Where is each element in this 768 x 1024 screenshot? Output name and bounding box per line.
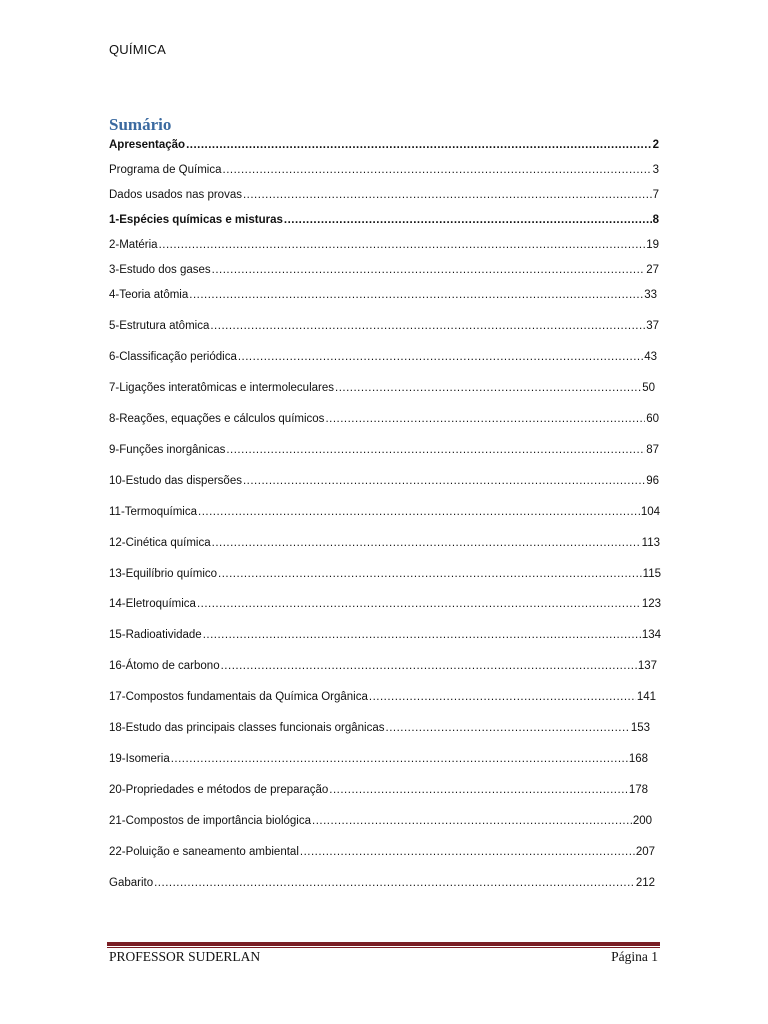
toc-entry-page: 141 xyxy=(636,691,656,703)
toc-leader-dots xyxy=(386,720,630,736)
toc-entry xyxy=(109,411,659,427)
toc-leader-dots xyxy=(212,262,646,278)
toc-entry xyxy=(109,212,659,228)
toc-title: Sumário xyxy=(109,115,172,134)
toc-entry xyxy=(109,287,657,303)
toc-entry-page: 168 xyxy=(628,753,648,765)
toc-entry xyxy=(109,751,648,767)
toc-entry xyxy=(109,318,659,334)
toc-entry-label: Gabarito xyxy=(109,877,154,889)
toc-entry-label: 22-Poluição e saneamento ambiental xyxy=(109,846,299,858)
toc-leader-dots xyxy=(243,187,652,203)
toc-entry xyxy=(109,380,655,396)
toc-entry xyxy=(109,689,656,705)
toc-leader-dots xyxy=(325,411,645,427)
toc-entry-label: 2-Matéria xyxy=(109,239,158,251)
toc-entry-label: Apresentação xyxy=(109,139,186,151)
toc-leader-dots xyxy=(335,380,641,396)
toc-entry-label: 3-Estudo dos gases xyxy=(109,264,211,276)
toc-leader-dots xyxy=(159,237,646,253)
toc-entry-page: 123 xyxy=(641,598,661,610)
toc-leader-dots xyxy=(171,751,628,767)
toc-leader-dots xyxy=(212,535,641,551)
toc-entry xyxy=(109,813,652,829)
toc-leader-dots xyxy=(226,442,645,458)
toc-entry-label: 18-Estudo das principais classes funcionais orgânicas xyxy=(109,722,385,734)
toc-entry-label: 11-Termoquímica xyxy=(109,506,197,518)
toc-entry-page: 43 xyxy=(644,351,657,363)
toc-entry-label: 1-Espécies químicas e misturas xyxy=(109,214,283,226)
toc-entry-page: 60 xyxy=(646,413,659,425)
toc-entry xyxy=(109,262,659,278)
footer-page-number: Página 1 xyxy=(611,949,658,964)
toc-entry-page: 153 xyxy=(630,722,650,734)
toc-entry xyxy=(109,137,659,153)
toc-leader-dots xyxy=(243,473,645,489)
toc-entry-label: 8-Reações, equações e cálculos químicos xyxy=(109,413,325,425)
toc-entry-page: 137 xyxy=(637,660,657,672)
toc-entry-label: 4-Teoria atômia xyxy=(109,289,189,301)
toc-entry-page: 3 xyxy=(652,164,659,176)
toc-entry-page: 207 xyxy=(635,846,655,858)
toc-entry xyxy=(109,504,660,520)
toc-entry-label: 20-Propriedades e métodos de preparação xyxy=(109,784,329,796)
toc-entry-label: 5-Estrutura atômica xyxy=(109,320,210,332)
toc-leader-dots xyxy=(221,658,637,674)
toc-entry-page: 178 xyxy=(628,784,648,796)
toc-entry-label: 9-Funções inorgânicas xyxy=(109,444,226,456)
toc-leader-dots xyxy=(300,844,635,860)
toc-entry xyxy=(109,875,655,891)
toc-entry xyxy=(109,442,659,458)
toc-entry-page: 7 xyxy=(652,189,659,201)
toc-entry-label: Dados usados nas provas xyxy=(109,189,242,201)
toc-entry-label: 19-Isomeria xyxy=(109,753,170,765)
toc-entry xyxy=(109,627,661,643)
toc-leader-dots xyxy=(329,782,628,798)
toc-leader-dots xyxy=(223,162,652,178)
toc-entry-page: 115 xyxy=(642,568,661,580)
toc-entry-label: 6-Classificação periódica xyxy=(109,351,237,363)
toc-entry xyxy=(109,473,659,489)
toc-entry xyxy=(109,658,657,674)
toc-entry xyxy=(109,187,659,203)
toc-entry-label: 7-Ligações interatômicas e intermoleculares xyxy=(109,382,334,394)
toc-entry-label: 16-Átomo de carbono xyxy=(109,660,220,672)
toc-entry xyxy=(109,782,648,798)
toc-entry-page: 2 xyxy=(652,139,659,151)
toc-entry-page: 200 xyxy=(632,815,652,827)
toc-leader-dots xyxy=(210,318,645,334)
toc-entry-label: 17-Compostos fundamentais da Química Orgânica xyxy=(109,691,368,703)
footer-rule-thick xyxy=(107,942,660,946)
toc-entry-label: 15-Radioatividade xyxy=(109,629,202,641)
toc-entry-page: 212 xyxy=(635,877,655,889)
toc-entry xyxy=(109,535,660,551)
toc-entry-page: 33 xyxy=(644,289,657,301)
toc-entry xyxy=(109,596,661,612)
toc-entry-page: 19 xyxy=(646,239,659,251)
toc-entry-page: 134 xyxy=(641,629,661,641)
toc-leader-dots xyxy=(369,689,636,705)
toc-leader-dots xyxy=(312,813,632,829)
toc-entry-page: 8 xyxy=(652,214,659,226)
toc-entry-page: 113 xyxy=(641,537,660,549)
toc-entry-page: 87 xyxy=(646,444,659,456)
toc-entry xyxy=(109,162,659,178)
footer-author: PROFESSOR SUDERLAN xyxy=(109,949,261,964)
footer-rule-thin xyxy=(107,947,660,948)
toc-leader-dots xyxy=(197,596,641,612)
toc-entry-page: 37 xyxy=(646,320,659,332)
running-header: QUÍMICA xyxy=(109,42,167,57)
toc-entry-label: 13-Equilíbrio químico xyxy=(109,568,218,580)
toc-leader-dots xyxy=(186,137,652,153)
toc-entry xyxy=(109,237,659,253)
toc-leader-dots xyxy=(284,212,652,228)
toc-entry xyxy=(109,844,655,860)
toc-leader-dots xyxy=(198,504,640,520)
toc-entry-page: 96 xyxy=(646,475,659,487)
toc-entry xyxy=(109,566,661,582)
toc-leader-dots xyxy=(218,566,642,582)
toc-entry xyxy=(109,349,657,365)
toc-entry-page: 27 xyxy=(646,264,659,276)
toc-entry-label: 14-Eletroquímica xyxy=(109,598,196,610)
toc-leader-dots xyxy=(189,287,643,303)
toc-entry-page: 104 xyxy=(640,506,660,518)
toc-entry-label: 12-Cinética química xyxy=(109,537,211,549)
toc-leader-dots xyxy=(238,349,643,365)
toc-entry xyxy=(109,720,650,736)
toc-entry-label: 21-Compostos de importância biológica xyxy=(109,815,311,827)
toc-entry-page: 50 xyxy=(642,382,655,394)
toc-entry-label: 10-Estudo das dispersões xyxy=(109,475,242,487)
toc-entry-label: Programa de Química xyxy=(109,164,222,176)
toc-leader-dots xyxy=(154,875,635,891)
toc-leader-dots xyxy=(203,627,641,643)
